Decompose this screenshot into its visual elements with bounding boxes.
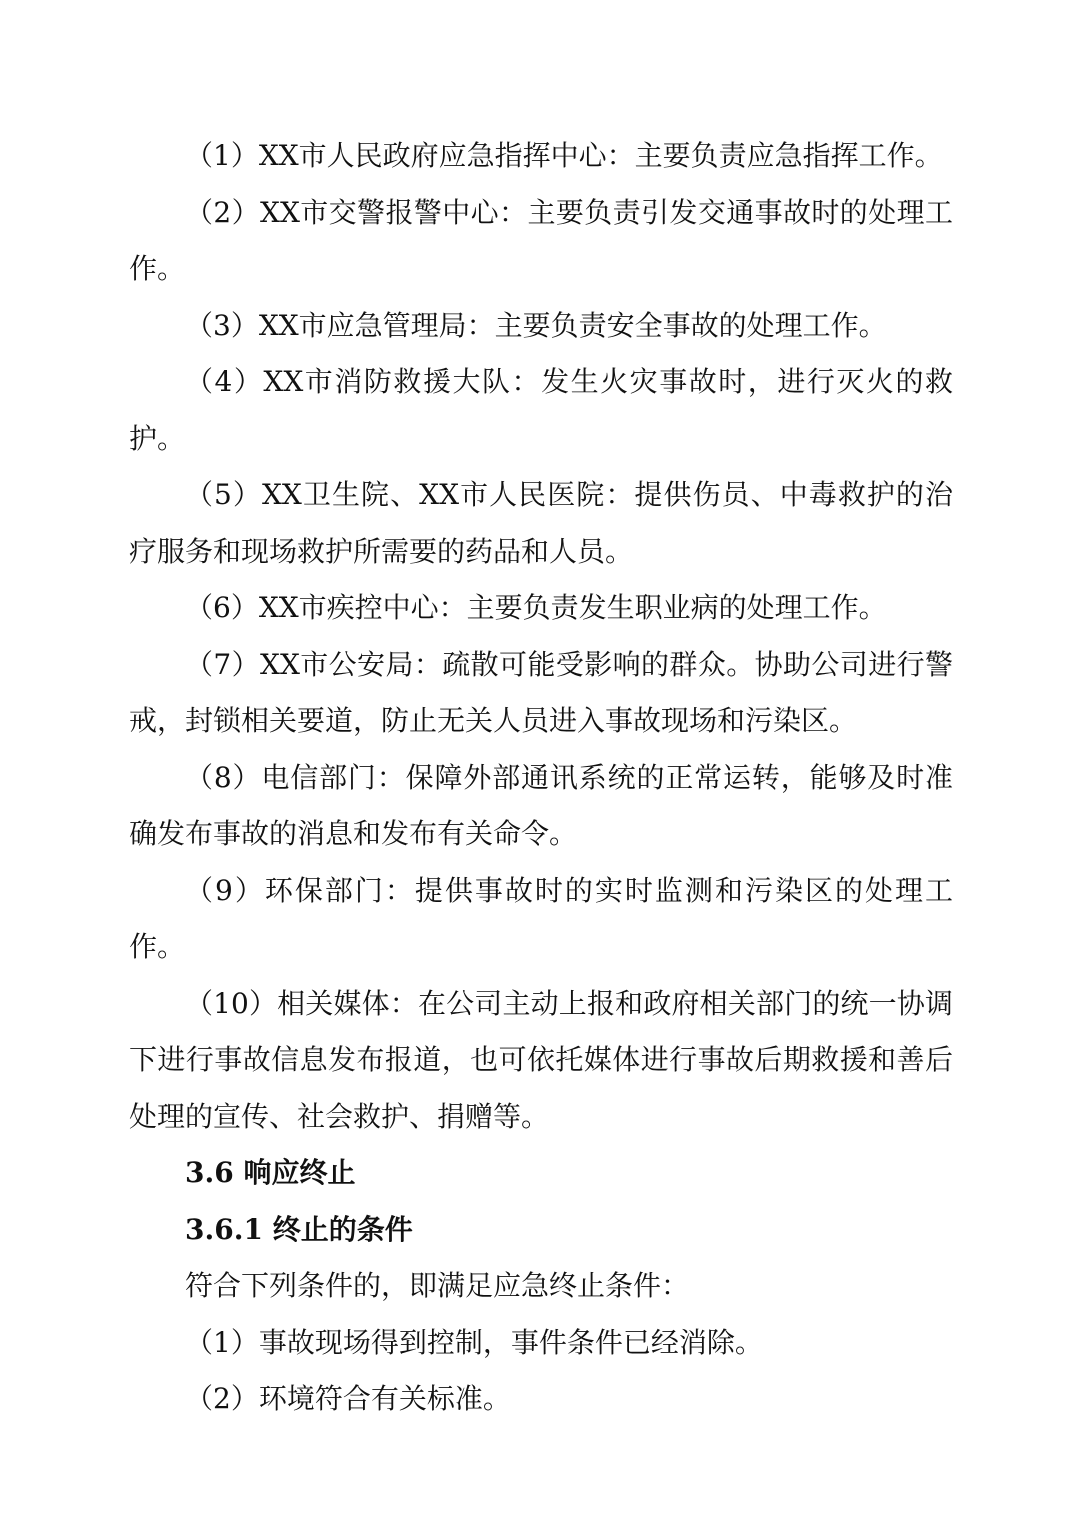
agency-item-6: （6）XX市疾控中心：主要负责发生职业病的处理工作。 (185, 591, 887, 624)
agency-item-2: （2）XX市交警报警中心：主要负责引发交通事故时的处理工作。 (129, 195, 953, 285)
section-heading: 3.6 响应终止 (185, 1156, 356, 1189)
agency-item-3: （3）XX市应急管理局：主要负责安全事故的处理工作。 (185, 308, 887, 342)
agency-item-5: （5）XX卫生院、XX市人民医院：提供伤员、中毒救护的治疗服务和现场救护所需要的药品和人员。 (129, 478, 953, 568)
agency-item-1: （1）XX市人民政府应急指挥中心：主要负责应急指挥工作。 (185, 139, 943, 172)
document-page (129, 128, 953, 1428)
conditions-intro: 符合下列条件的，即满足应急终止条件： (185, 1269, 690, 1302)
subsection-heading: 3.6.1 终止的条件 (185, 1212, 413, 1246)
condition-item-1: （1）事故现场得到控制，事件条件已经消除。 (185, 1325, 763, 1359)
agency-item-9: （9）环保部门：提供事故时的实时监测和污染区的处理工作。 (129, 873, 953, 963)
condition-item-2: （2）环境符合有关标准。 (185, 1382, 511, 1415)
agency-item-4: （4）XX市消防救援大队：发生火灾事故时，进行灭火的救护。 (129, 365, 953, 455)
agency-item-10: （10）相关媒体：在公司主动上报和政府相关部门的统一协调下进行事故信息发布报道，也可依托媒体进行事故后期救援和善后处理的宣传、社会救护、捐赠等。 (129, 986, 953, 1133)
agency-item-8: （8）电信部门：保障外部通讯系统的正常运转，能够及时准确发布事故的消息和发布有关命令。 (129, 760, 953, 850)
agency-item-7: （7）XX市公安局：疏散可能受影响的群众。协助公司进行警戒，封锁相关要道，防止无关人员进入事故现场和污染区。 (129, 647, 953, 737)
